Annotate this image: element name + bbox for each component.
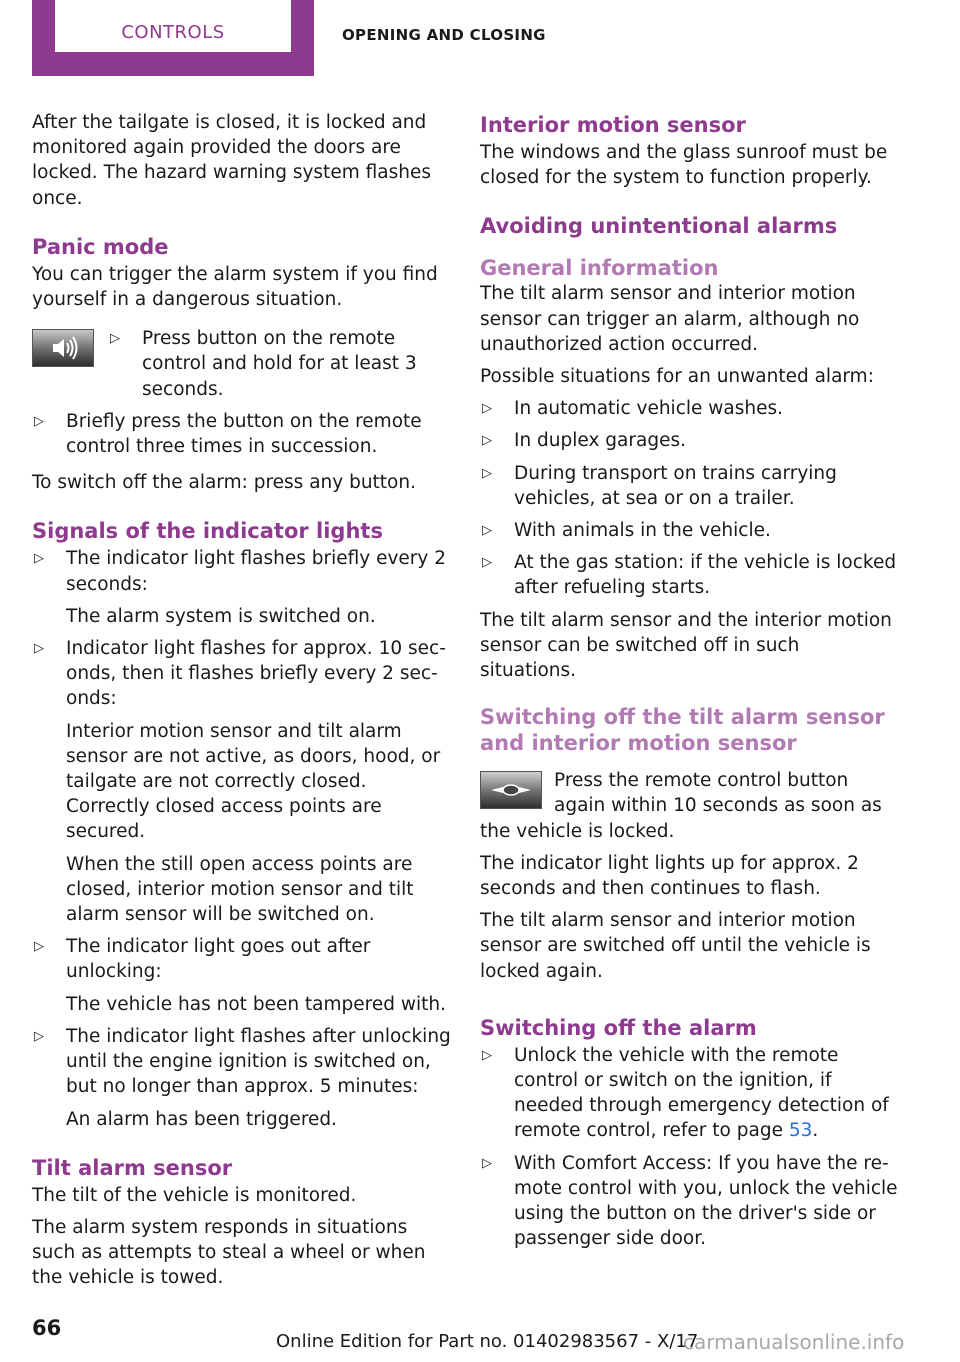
edition-footer: Online Edition for Part no. 01402983567 - X/17	[276, 1331, 699, 1352]
list-item: ▷ With Comfort Access: If you have the remote control with you, unlock the vehicle using the button on the driver's side or passenger side door.	[482, 1152, 898, 1250]
right-column	[480, 110, 900, 1259]
list-item: ▷ In duplex garages.	[480, 428, 900, 453]
triangle-bullet-icon: ▷	[34, 939, 44, 955]
triangle-bullet-icon: ▷	[34, 641, 44, 657]
list-item: ▷ During transport on trains carrying vehicles, at sea or on a trailer.	[482, 462, 837, 509]
sensor-text-2: The tilt alarm sensor and interior motion sensor are switched off until the vehicle is locked again.	[480, 910, 871, 982]
triangle-bullet-icon: ▷	[34, 1028, 44, 1044]
list-item: ▷ The indicator light flashes briefly every 2 seconds: The alarm system is switched on.	[34, 548, 447, 627]
triangle-bullet-icon: ▷	[110, 331, 120, 347]
alarm-off-text: To switch off the alarm: press any button.	[32, 472, 416, 494]
list-item: ▷ Unlock the vehicle with the remote control or switch on the ignition, if needed through emergency detection of remote control, refer to page 53.	[482, 1044, 889, 1142]
page-link-53[interactable]: 53	[788, 1120, 813, 1142]
intro-paragraph: After the tailgate is closed, it is locked and monitored again provided the doors are locked. The hazard warning system flashes once.	[32, 112, 431, 209]
list-item: ▷ At the gas station: if the vehicle is locked after refueling starts.	[482, 552, 897, 599]
heading-tilt-alarm: Tilt alarm sensor	[32, 1155, 233, 1180]
mini-logo-button-icon	[480, 771, 542, 809]
list-item: ▷ In automatic vehicle washes.	[480, 396, 900, 421]
triangle-bullet-icon: ▷	[34, 551, 44, 567]
heading-switching-off-alarm: Switching off the alarm	[480, 1015, 757, 1040]
triangle-bullet-icon: ▷	[482, 465, 492, 481]
triangle-bullet-icon: ▷	[482, 1047, 492, 1063]
panic-button-icon	[32, 329, 94, 367]
heading-panic-mode: Panic mode	[32, 234, 169, 259]
heading-avoiding-alarms: Avoiding unintentional alarms	[480, 214, 838, 239]
triangle-bullet-icon: ▷	[482, 433, 492, 449]
triangle-bullet-icon: ▷	[482, 401, 492, 417]
triangle-bullet-icon: ▷	[34, 413, 44, 429]
triangle-bullet-icon: ▷	[482, 523, 492, 539]
panic-icon-row	[32, 326, 452, 402]
list-item: ▷ Briefly press the button on the remote control three times in succession.	[34, 410, 422, 458]
heading-switching-off-sensor: Switching off the tilt alarm sensor and interior motion sensor	[480, 705, 885, 756]
tilt-text-2: The alarm system responds in situations such as attempts to steal a wheel or when the vehicle is towed.	[32, 1216, 426, 1289]
heading-signals: Signals of the indicator lights	[32, 519, 383, 544]
section-title: OPENING AND CLOSING	[342, 26, 546, 44]
avoid-text-3: The tilt alarm sensor and the interior motion sensor can be switched off in such situations.	[480, 609, 892, 682]
avoid-text-1: The tilt alarm sensor and interior motion sensor can trigger an alarm, although no unauthorized action occurred.	[480, 283, 860, 355]
list-item: ▷ The indicator light goes out after unlocking: The vehicle has not been tampered with.	[34, 936, 446, 1015]
list-item: ▷ With animals in the vehicle.	[480, 518, 900, 543]
heading-general-information: General information	[480, 256, 719, 281]
list-item: ▷ Press button on the remote control and hold for at least 3 seconds.	[110, 328, 417, 400]
tab-controls[interactable]	[32, 0, 314, 76]
panic-text: You can trigger the alarm system if you find yourself in a dangerous situation.	[32, 263, 438, 311]
interior-text: The windows and the glass sunroof must be closed for the system to function properly.	[480, 142, 888, 189]
triangle-bullet-icon: ▷	[482, 1155, 492, 1171]
page-number: 66	[32, 1316, 62, 1340]
sensor-icon-text: Press the remote control button again within 10 seconds as soon as the vehicle is locked.	[480, 770, 882, 842]
tilt-text-1: The tilt of the vehicle is monitored.	[32, 1184, 357, 1206]
sensor-icon-block	[480, 768, 900, 844]
tab-controls-label: CONTROLS	[55, 0, 291, 52]
triangle-bullet-icon: ▷	[482, 555, 492, 571]
avoid-text-2: Possible situations for an unwanted alarm:	[480, 366, 874, 388]
list-item: ▷ Indicator light flashes for approx. 10 seconds, then it flashes briefly every 2 seconds: Interior motion sensor and tilt alarm sensor are not active, as doors, hood, or tailgate are not correctly closed. Correctly closed access points are secured. When the still open access points are closed, interior motion sensor and tilt alarm sensor will be switched on.	[34, 638, 446, 926]
list-item: ▷ The indicator light flashes after unlocking until the engine ignition is switched on, but no longer than approx. 5 minutes: An alarm has been triggered.	[34, 1025, 451, 1130]
sensor-text-1: The indicator light lights up for approx. 2 seconds and then continues to flash.	[480, 852, 859, 900]
watermark: carmanualsonline.info	[683, 1330, 905, 1354]
heading-interior-motion: Interior motion sensor	[480, 113, 746, 137]
left-column	[32, 110, 452, 1298]
